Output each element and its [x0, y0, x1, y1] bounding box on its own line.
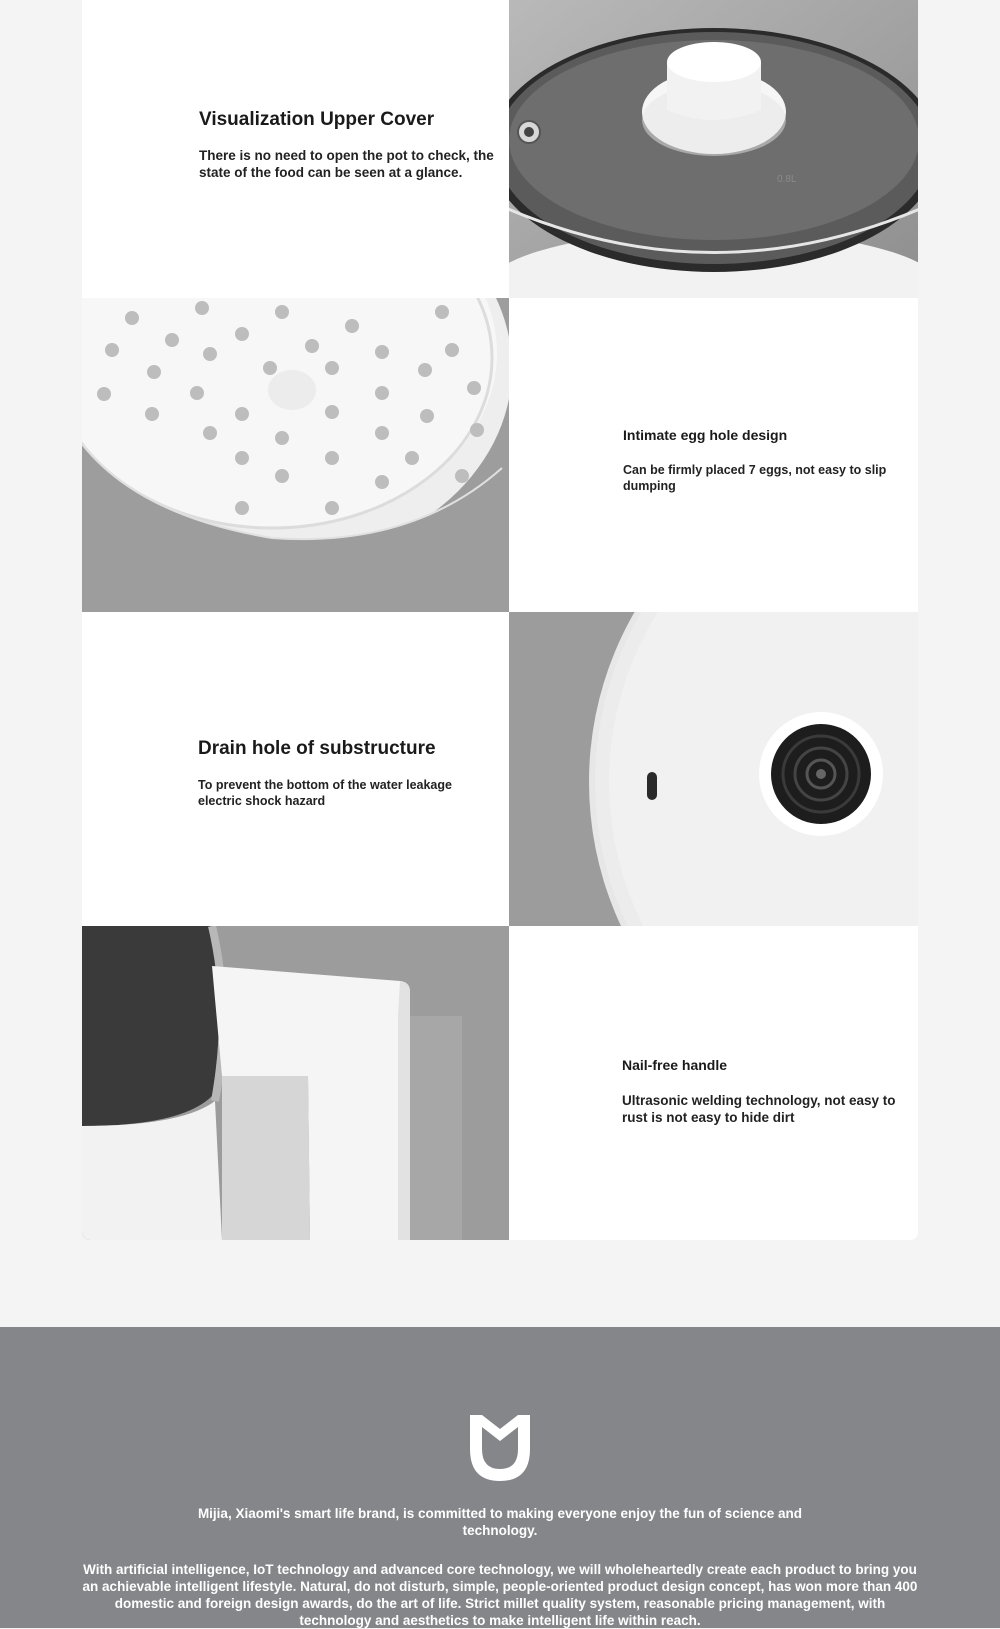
feature-desc-egg: Can be firmly placed 7 eggs, not easy to slip dumping: [623, 463, 887, 493]
lid-scale-label: 0.8L: [777, 174, 797, 185]
feature-title-egg: Intimate egg hole design: [623, 427, 788, 443]
feature-title-drain: Drain hole of substructure: [198, 738, 436, 759]
feature-title-handle: Nail-free handle: [622, 1057, 728, 1073]
mijia-logo-icon: [470, 1415, 530, 1483]
brand-about: With artificial intelligence, IoT technology and advanced core technology, we will wholeheartedly create each product to bring you an achievable intelligent lifestyle. Natural, do not disturb, simple, people-oriented product design concept, has won more than 400 domestic and foreign design awards, do the art of life. Strict millet quality system, reasonable pricing management, with technology and aesthetics to make intelligent life within reach.: [82, 1562, 918, 1628]
feature-title-cover: Visualization Upper Cover: [199, 109, 435, 130]
glass-lid-icon: [509, 0, 918, 298]
feature-text-drain: [82, 612, 509, 926]
handle-icon: [82, 926, 509, 1240]
steamer-tray-icon: [82, 298, 509, 612]
brand-tagline: Mijia, Xiaomi's smart life brand, is committed to making everyone enjoy the fun of science and technology.: [197, 1506, 803, 1538]
feature-text-egg: [509, 298, 918, 612]
feature-text-cover: [82, 0, 509, 298]
feature-desc-cover: There is no need to open the pot to check, the state of the food can be seen at a glance.: [199, 148, 494, 180]
feature-panel: [82, 0, 918, 1240]
feature-desc-drain: To prevent the bottom of the water leakage electric shock hazard: [198, 778, 452, 808]
brand-footer: [0, 1327, 1000, 1628]
base-drain-icon: [509, 612, 918, 926]
feature-desc-handle: Ultrasonic welding technology, not easy to rust is not easy to hide dirt: [622, 1093, 896, 1125]
feature-text-handle: [509, 926, 918, 1240]
